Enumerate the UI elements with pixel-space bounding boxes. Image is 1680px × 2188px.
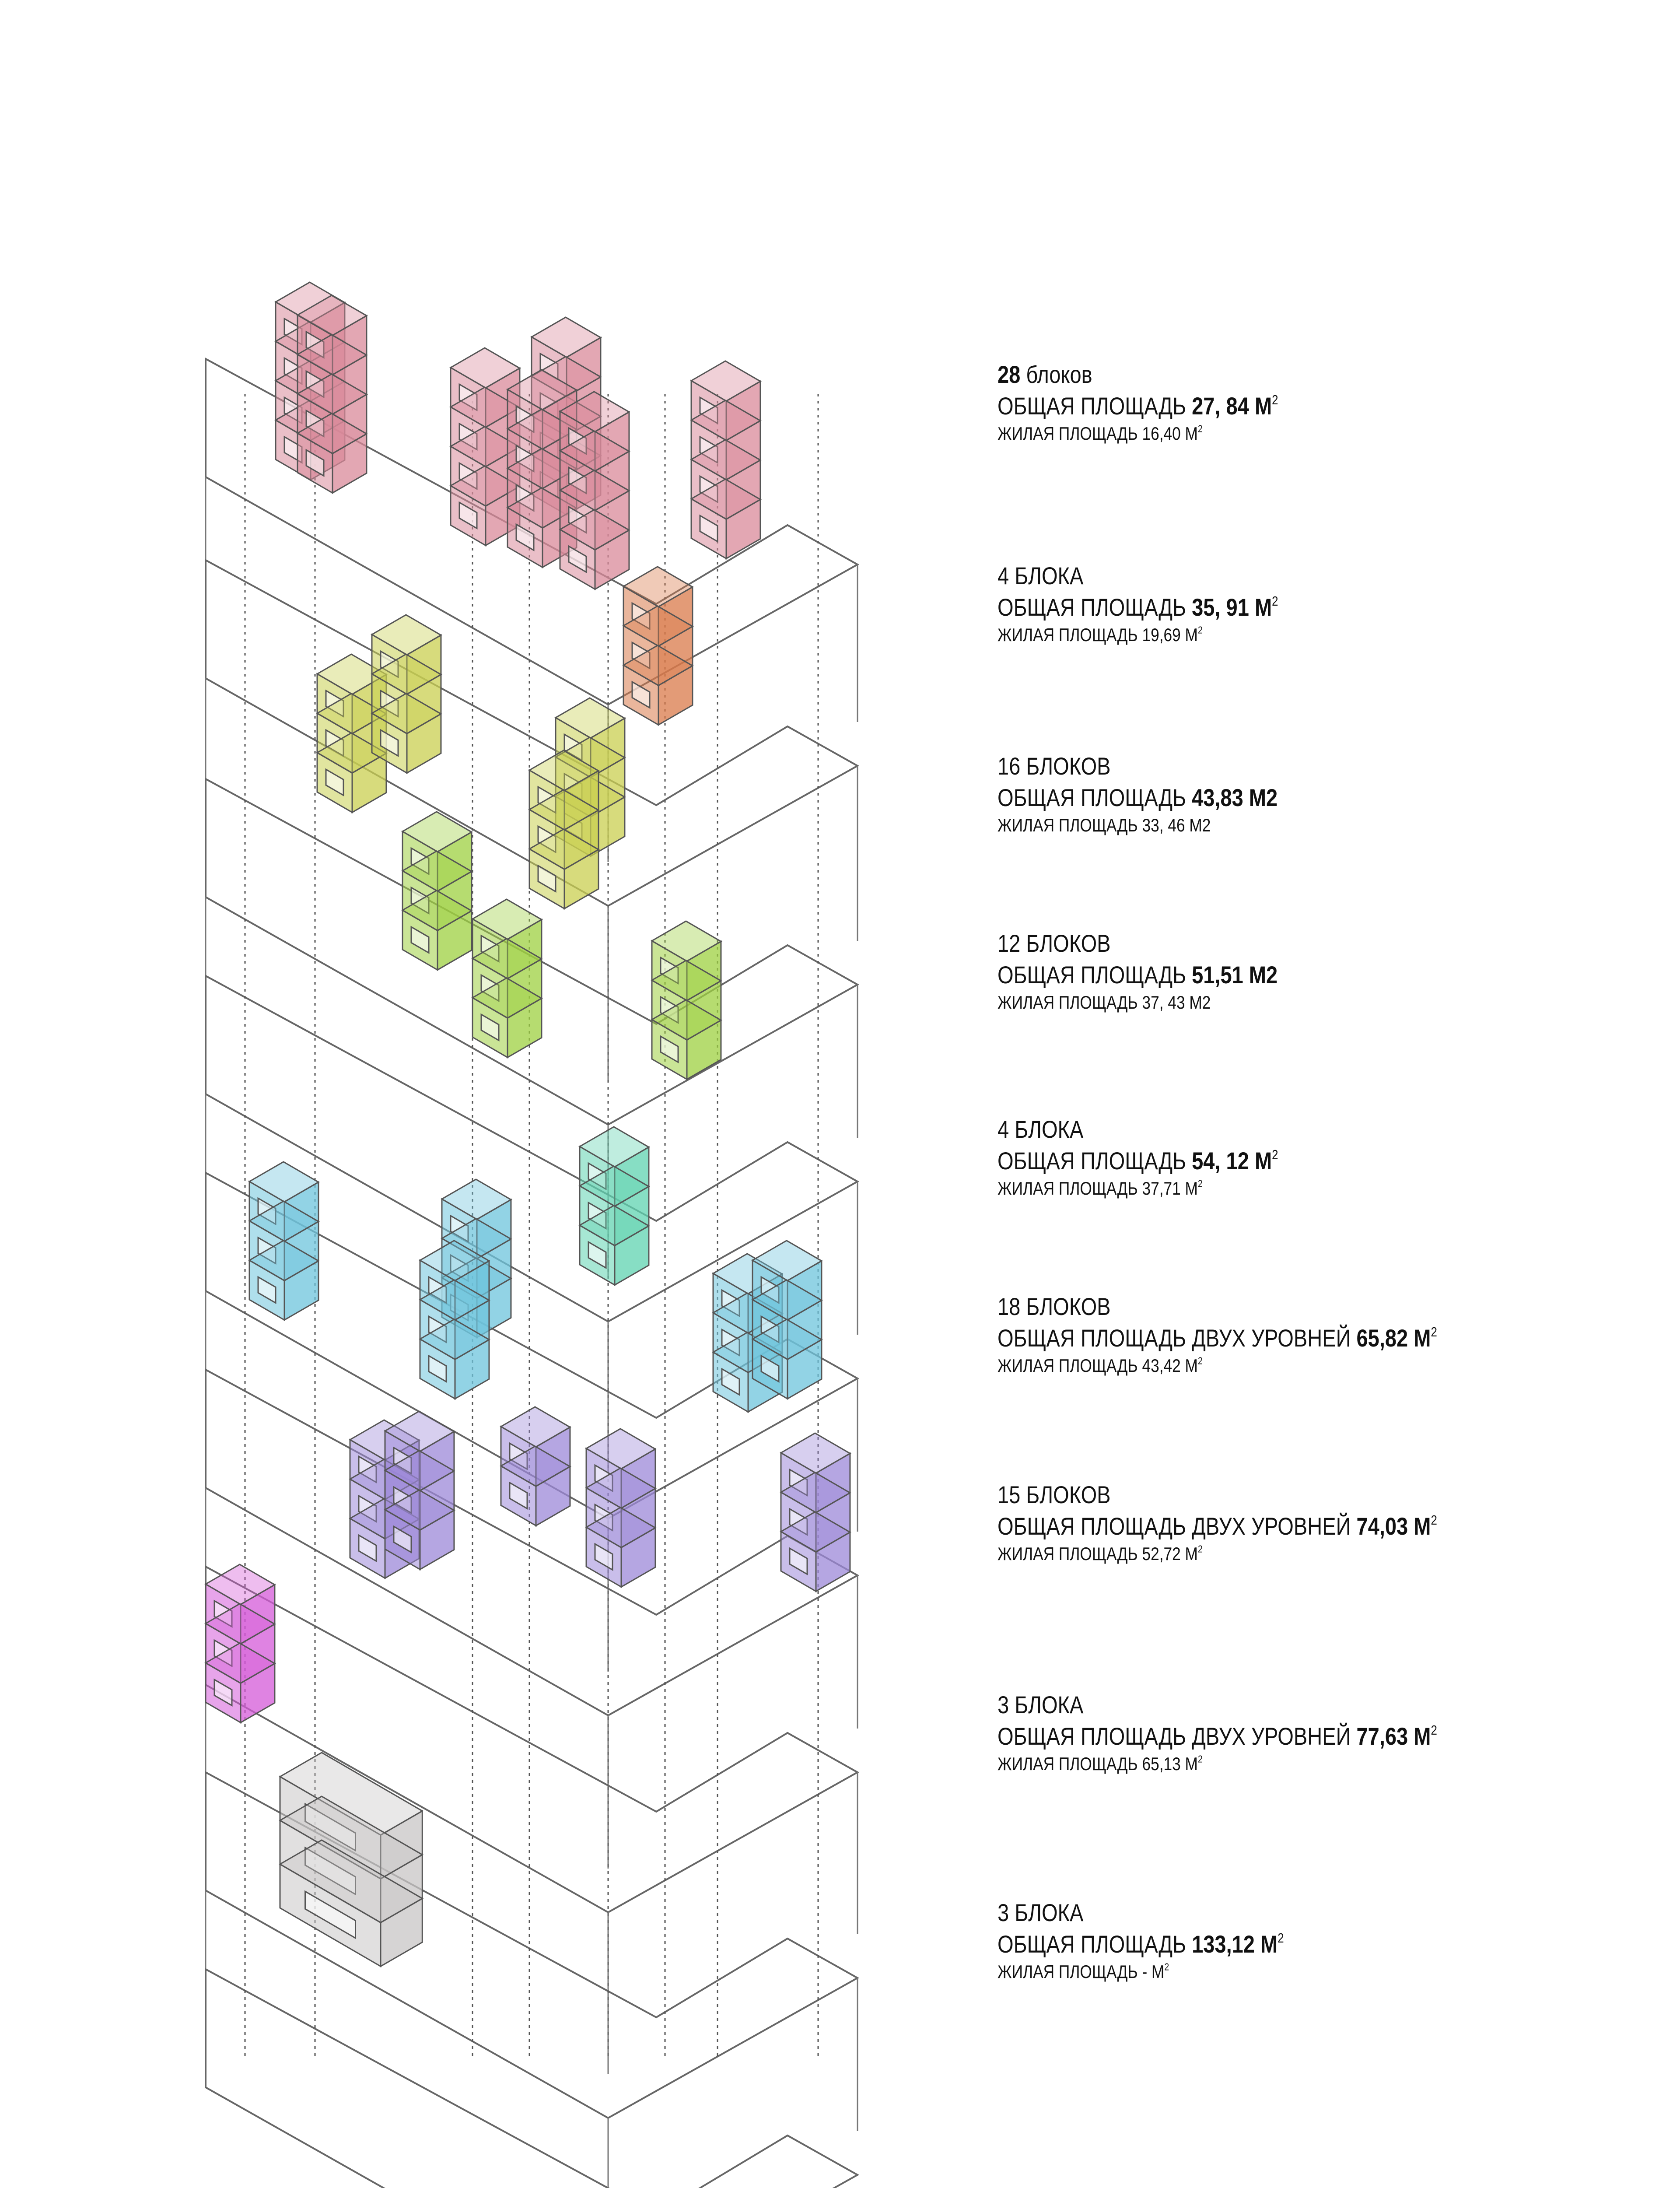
orange-block-stack [623,567,693,725]
blue-block-stack [420,1241,489,1399]
total-area-sup: 2 [1278,1930,1284,1946]
legend-entry-4-blocks-orange [998,560,1549,647]
living-area-text: ЖИЛАЯ ПЛОЩАДЬ 52,72 М [998,1543,1198,1564]
legend-total-area [998,782,1549,813]
total-area-value: 74,03 [1356,1512,1408,1540]
legend-count-word: 4 БЛОКА [998,1115,1084,1143]
legend-count [998,359,1549,390]
living-area-sup: 2 [1164,1961,1169,1973]
legend-living-area [998,813,1549,837]
legend-count-word: 15 БЛОКОВ [998,1481,1111,1508]
total-area-unit: М [1414,1324,1431,1352]
pink-block-stack [691,361,760,558]
total-area-sup: 2 [1431,1324,1437,1339]
total-area-unit: М [1414,1722,1431,1750]
total-area-value: 54, 12 [1192,1147,1249,1175]
purple-block-stack [385,1411,454,1569]
living-area-text: ЖИЛАЯ ПЛОЩАДЬ 43,42 М [998,1355,1198,1376]
total-area-label: ОБЩАЯ ПЛОЩАДЬ [998,593,1186,621]
total-area-label: ОБЩАЯ ПЛОЩАДЬ ДВУХ УРОВНЕЙ [998,1512,1351,1540]
total-area-unit: М [1260,1930,1278,1958]
living-area-text: ЖИЛАЯ ПЛОЩАДЬ 19,69 М [998,624,1198,645]
legend-entry-12-blocks [998,928,1549,1014]
legend-total-area [998,1511,1549,1542]
pink-block-stack [560,392,629,589]
legend-living-area [998,422,1549,445]
total-area-label: ОБЩАЯ ПЛОЩАДЬ ДВУХ УРОВНЕЙ [998,1324,1351,1352]
legend-total-area [998,390,1549,422]
legend-total-area [998,1322,1549,1354]
total-area-sup: 2 [1272,1147,1278,1162]
living-area-text: ЖИЛАЯ ПЛОЩАДЬ 33, 46 М2 [998,815,1211,835]
total-area-label: ОБЩАЯ ПЛОЩАДЬ ДВУХ УРОВНЕЙ [998,1722,1351,1750]
yellow-block-stack [372,615,441,773]
living-area-sup: 2 [1197,1355,1203,1367]
total-area-label: ОБЩАЯ ПЛОЩАДЬ [998,1930,1186,1958]
total-area-sup: 2 [1431,1512,1437,1528]
total-area-value: 27, 84 [1192,392,1249,420]
total-area-value: 133,12 [1192,1930,1255,1958]
legend-count-word: 18 БЛОКОВ [998,1293,1111,1320]
living-area-text: ЖИЛАЯ ПЛОЩАДЬ 37,71 М [998,1178,1198,1199]
magenta-block-stack [206,1564,275,1722]
legend-total-area [998,1145,1549,1177]
legend-entry-4-blocks-teal [998,1114,1549,1200]
legend-count [998,1114,1549,1145]
total-area-unit: М [1254,593,1272,621]
legend-total-area [998,1721,1549,1752]
legend-count [998,1479,1549,1511]
total-area-value: 51,51 М2 [1192,961,1278,989]
living-area-sup: 2 [1197,624,1203,636]
legend-entry-18-blocks [998,1291,1549,1378]
legend-count [998,1897,1549,1929]
purple-block-stack [501,1407,570,1525]
total-area-value: 65,82 [1356,1324,1408,1352]
total-area-label: ОБЩАЯ ПЛОЩАДЬ [998,392,1186,420]
legend-living-area [998,1960,1549,1984]
legend-total-area [998,592,1549,623]
legend-count [998,928,1549,959]
living-area-text: ЖИЛАЯ ПЛОЩАДЬ 65,13 М [998,1753,1198,1774]
total-area-unit: М [1254,392,1272,420]
legend-count-word: 12 БЛОКОВ [998,929,1111,957]
total-area-unit: М [1414,1512,1431,1540]
total-area-sup: 2 [1272,392,1278,407]
legend-count-word: 4 БЛОКА [998,562,1084,589]
total-area-value: 35, 91 [1192,593,1249,621]
living-area-sup: 2 [1197,1178,1203,1189]
purple-block-stack [586,1429,655,1587]
legend-entry-3-blocks-two-level [998,1689,1549,1776]
apartment-blocks [206,282,850,1966]
legend-living-area [998,991,1549,1014]
legend-living-area [998,623,1549,647]
total-area-sup: 2 [1272,593,1278,609]
total-area-value: 77,63 [1356,1722,1408,1750]
blue-block-stack [249,1162,318,1320]
lime-block-stack [402,812,472,970]
yellow-block-stack [529,750,598,908]
teal-block-stack [580,1127,649,1285]
legend-living-area [998,1177,1549,1200]
total-area-unit: М [1254,1147,1272,1175]
legend-count [998,750,1549,782]
legend-entry-28-blocks [998,359,1549,445]
legend-count-word: 3 БЛОКА [998,1691,1084,1718]
total-area-sup: 2 [1431,1722,1437,1738]
legend-entry-16-blocks [998,750,1549,837]
legend-count [998,1689,1549,1721]
living-area-sup: 2 [1197,1543,1203,1555]
legend-living-area [998,1752,1549,1776]
legend-count [998,560,1549,592]
floor-plate-outline [206,1969,858,2188]
living-area-text: ЖИЛАЯ ПЛОЩАДЬ 16,40 М [998,423,1198,444]
lime-block-stack [652,921,721,1079]
legend-living-area [998,1354,1549,1378]
blue-block-stack [752,1241,822,1399]
living-area-text: ЖИЛАЯ ПЛОЩАДЬ 37, 43 М2 [998,992,1211,1013]
legend-count-word: 3 БЛОКА [998,1899,1084,1926]
legend-living-area [998,1542,1549,1566]
total-area-label: ОБЩАЯ ПЛОЩАДЬ [998,961,1186,989]
legend-count-number: 28 [998,361,1021,388]
total-area-value: 43,83 М2 [1192,784,1278,811]
living-area-text: ЖИЛАЯ ПЛОЩАДЬ - М [998,1961,1165,1982]
floor-plate [206,1969,858,2188]
living-area-sup: 2 [1197,423,1203,435]
legend-entry-3-blocks-ground [998,1897,1549,1984]
legend-count [998,1291,1549,1322]
legend-count-word: 16 БЛОКОВ [998,752,1111,780]
total-area-label: ОБЩАЯ ПЛОЩАДЬ [998,1147,1186,1175]
legend-count-word: блоков [1026,361,1092,388]
legend-total-area [998,1929,1549,1960]
living-area-sup: 2 [1197,1753,1203,1765]
legend-entry-15-blocks [998,1479,1549,1566]
pink-block-stack [298,295,367,493]
purple-block-stack [781,1433,850,1591]
total-area-label: ОБЩАЯ ПЛОЩАДЬ [998,784,1186,811]
lime-block-stack [472,899,542,1057]
legend-total-area [998,959,1549,991]
gray-block-stack [280,1753,422,1966]
